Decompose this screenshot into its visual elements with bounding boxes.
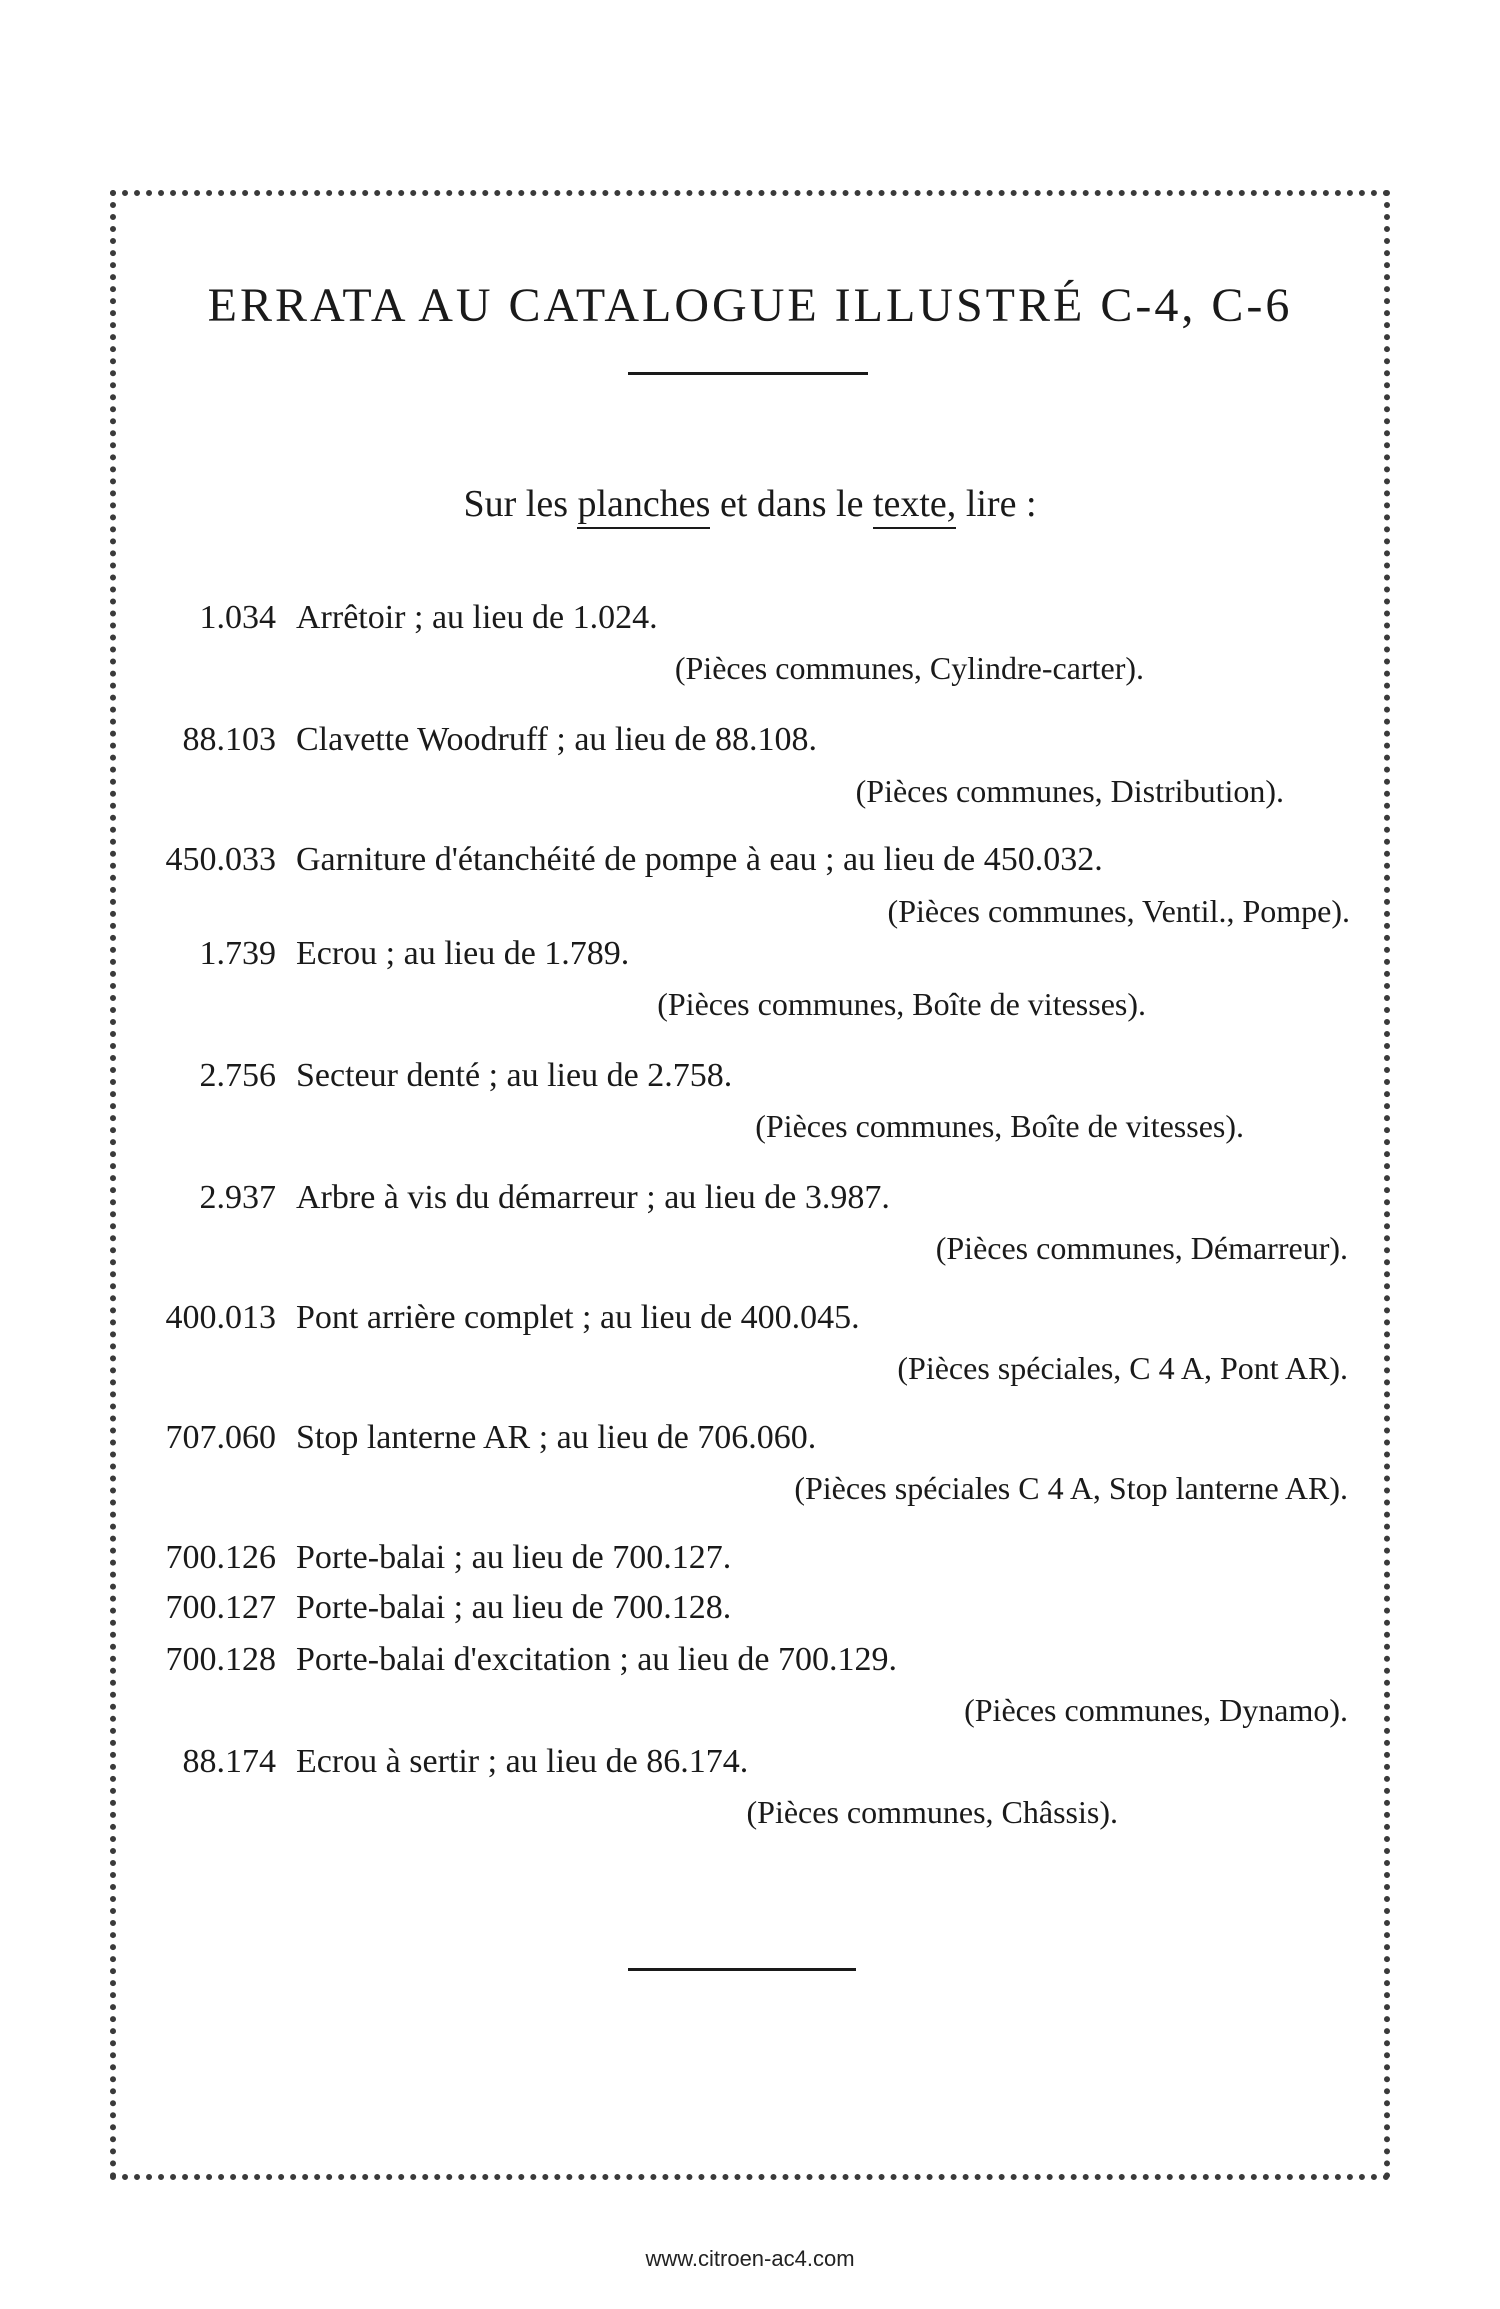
closing-divider bbox=[628, 1968, 856, 1971]
part-description: Secteur denté ; au lieu de 2.758. bbox=[296, 1057, 733, 1094]
errata-entry bbox=[0, 838, 1500, 882]
errata-entry bbox=[0, 1536, 1500, 1580]
part-number: 450.033 bbox=[165, 841, 276, 878]
part-reference: (Pièces spéciales, C 4 A, Pont AR). bbox=[897, 1350, 1348, 1386]
part-number: 400.013 bbox=[165, 1299, 276, 1336]
part-reference: (Pièces communes, Démarreur). bbox=[935, 1230, 1348, 1266]
errata-entry bbox=[0, 1296, 1500, 1340]
errata-entry bbox=[0, 596, 1500, 640]
part-reference: (Pièces spéciales C 4 A, Stop lanterne AR). bbox=[794, 1470, 1348, 1506]
errata-entry bbox=[0, 1054, 1500, 1098]
footer-url: www.citroen-ac4.com bbox=[645, 2246, 855, 2271]
part-description: Porte-balai ; au lieu de 700.127. bbox=[296, 1539, 732, 1576]
part-reference: (Pièces communes, Châssis). bbox=[746, 1794, 1118, 1830]
part-number: 1.034 bbox=[199, 599, 276, 636]
part-description: Arrêtoir ; au lieu de 1.024. bbox=[296, 599, 658, 636]
intro-text-1: Sur les bbox=[463, 483, 568, 525]
part-description: Ecrou ; au lieu de 1.789. bbox=[296, 935, 630, 972]
errata-entry bbox=[0, 1740, 1500, 1784]
part-number: 88.103 bbox=[182, 721, 276, 758]
errata-entry bbox=[0, 1416, 1500, 1460]
part-reference: (Pièces communes, Boîte de vitesses). bbox=[657, 986, 1146, 1022]
part-reference: (Pièces communes, Dynamo). bbox=[964, 1692, 1348, 1728]
errata-entry bbox=[0, 718, 1500, 762]
part-number: 88.174 bbox=[182, 1743, 276, 1780]
part-description: Pont arrière complet ; au lieu de 400.045. bbox=[296, 1299, 860, 1336]
part-number: 2.937 bbox=[199, 1179, 276, 1216]
part-description: Porte-balai ; au lieu de 700.128. bbox=[296, 1589, 732, 1626]
part-reference: (Pièces communes, Distribution). bbox=[855, 773, 1284, 809]
part-reference: (Pièces communes, Ventil., Pompe). bbox=[887, 893, 1350, 929]
page-title: ERRATA AU CATALOGUE ILLUSTRÉ C-4, C-6 bbox=[207, 279, 1293, 332]
part-number: 707.060 bbox=[165, 1419, 276, 1456]
errata-entry bbox=[0, 1586, 1500, 1630]
errata-entry bbox=[0, 1638, 1500, 1682]
part-description: Garniture d'étanchéité de pompe à eau ; au lieu de 450.032. bbox=[296, 841, 1103, 878]
errata-entry bbox=[0, 932, 1500, 976]
part-number: 700.127 bbox=[165, 1589, 276, 1626]
part-number: 1.739 bbox=[199, 935, 276, 972]
part-number: 700.128 bbox=[165, 1641, 276, 1678]
part-description: Porte-balai d'excitation ; au lieu de 700.129. bbox=[296, 1641, 897, 1678]
part-description: Arbre à vis du démarreur ; au lieu de 3.987. bbox=[296, 1179, 890, 1216]
part-number: 700.126 bbox=[165, 1539, 276, 1576]
errata-entry bbox=[0, 1176, 1500, 1220]
intro-text-2: et dans le bbox=[719, 483, 864, 525]
intro-word-texte: texte, bbox=[873, 483, 956, 529]
part-description: Stop lanterne AR ; au lieu de 706.060. bbox=[296, 1419, 817, 1456]
part-description: Ecrou à sertir ; au lieu de 86.174. bbox=[296, 1743, 749, 1780]
part-description: Clavette Woodruff ; au lieu de 88.108. bbox=[296, 721, 818, 758]
part-reference: (Pièces communes, Cylindre-carter). bbox=[674, 650, 1144, 686]
part-number: 2.756 bbox=[199, 1057, 276, 1094]
part-reference: (Pièces communes, Boîte de vitesses). bbox=[755, 1108, 1244, 1144]
intro-text-3: lire : bbox=[965, 483, 1037, 525]
intro-word-planches: planches bbox=[577, 483, 710, 529]
